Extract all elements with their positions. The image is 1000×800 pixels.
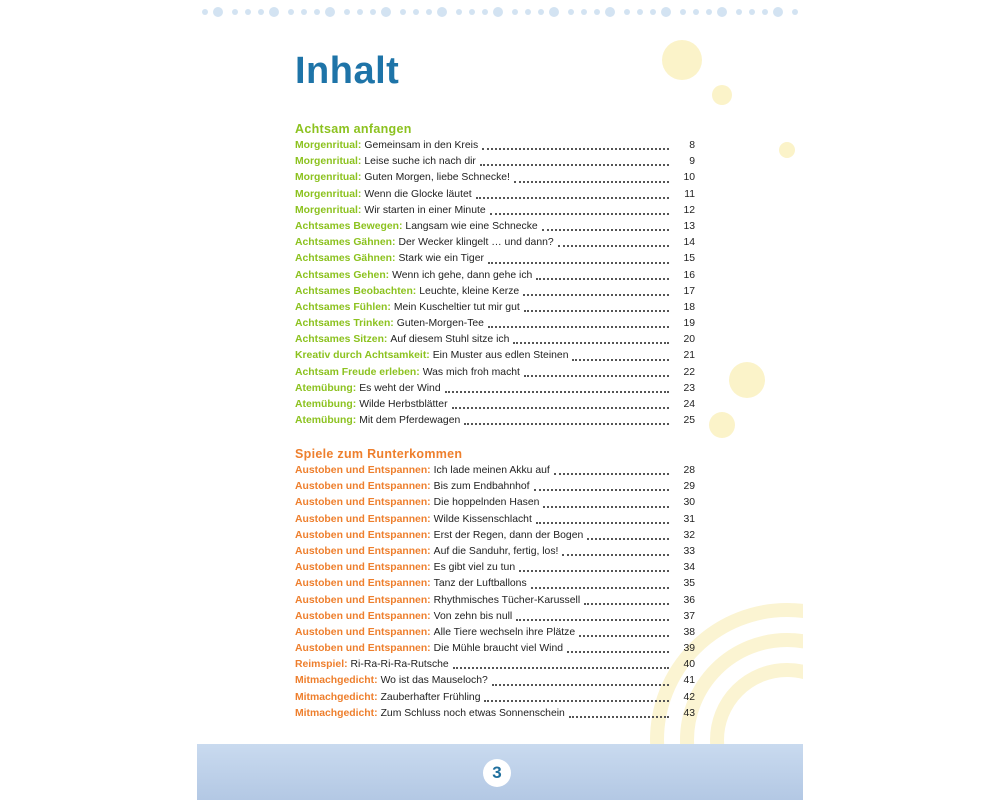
entry-label: Achtsames Fühlen:: [295, 301, 391, 313]
entry-label: Morgenritual:: [295, 156, 362, 168]
entry-title: Mein Kuscheltier tut mir gut: [393, 301, 520, 313]
toc-entry: [295, 641, 695, 657]
decorative-dot: [624, 9, 630, 15]
entry-title: Auf die Sanduhr, fertig, los!: [433, 545, 559, 557]
entry-label: Austoben und Entspannen:: [295, 513, 431, 525]
toc-entry: [295, 187, 695, 203]
entry-page-number: 11: [684, 188, 695, 200]
entry-label: Mitmachgedicht:: [295, 707, 378, 719]
dot-leader: [558, 245, 669, 247]
dot-leader: [542, 229, 669, 231]
entry-title: Leuchte, kleine Kerze: [419, 285, 520, 297]
entry-page-number: 14: [683, 237, 695, 249]
toc-entry: [295, 268, 695, 284]
dot-leader: [492, 684, 669, 686]
decorative-dot: [637, 9, 643, 15]
toc-entry: [295, 170, 695, 186]
dot-leader: [464, 423, 669, 425]
entry-title: Wenn die Glocke läutet: [364, 188, 472, 200]
decorative-dot: [370, 9, 376, 15]
toc-entry: [295, 479, 695, 495]
toc-section-achtsam-anfangen: [295, 120, 695, 429]
entry-label: Mitmachgedicht:: [295, 675, 378, 687]
entry-page-number: 30: [683, 497, 695, 509]
decorative-dot: [605, 7, 615, 17]
entry-page-number: 31: [683, 513, 695, 525]
decorative-dot: [706, 9, 712, 15]
entry-label: Austoben und Entspannen:: [295, 529, 431, 541]
entry-label: Austoben und Entspannen:: [295, 481, 431, 493]
decorative-dot: [493, 7, 503, 17]
entry-title: Wo ist das Mauseloch?: [380, 675, 488, 687]
entry-label: Austoben und Entspannen:: [295, 610, 431, 622]
entry-page-number: 13: [683, 220, 695, 232]
decorative-dot: [469, 9, 475, 15]
dot-leader: [531, 587, 669, 589]
decorative-dot-border: [197, 4, 803, 20]
entry-title: Guten-Morgen-Tee: [396, 318, 484, 330]
dot-leader: [480, 164, 669, 166]
decorative-dot: [288, 9, 294, 15]
entry-page-number: 35: [683, 578, 695, 590]
entry-title: Erst der Regen, dann der Bogen: [433, 529, 584, 541]
entry-label: Austoben und Entspannen:: [295, 545, 431, 557]
dot-leader: [536, 522, 669, 524]
decorative-dot: [717, 7, 727, 17]
decorative-dot: [437, 7, 447, 17]
toc-entry: [295, 348, 695, 364]
decorative-dot: [773, 7, 783, 17]
toc-entry: [295, 203, 695, 219]
entry-label: Atemübung:: [295, 415, 357, 427]
entry-page-number: 41: [683, 675, 695, 687]
dot-leader: [514, 181, 669, 183]
entry-label: Achtsames Gähnen:: [295, 237, 396, 249]
entry-title: Guten Morgen, liebe Schnecke!: [364, 172, 510, 184]
entry-title: Stark wie ein Tiger: [398, 253, 484, 265]
entry-label: Morgenritual:: [295, 204, 362, 216]
entry-page-number: 18: [683, 301, 695, 313]
decorative-dot: [357, 9, 363, 15]
entry-label: Achtsames Gähnen:: [295, 253, 396, 265]
decorative-dot: [202, 9, 208, 15]
decorative-dot: [594, 9, 600, 15]
entry-page-number: 21: [683, 350, 695, 362]
entry-page-number: 24: [683, 399, 695, 410]
entry-title: Die hoppelnden Hasen: [433, 497, 540, 509]
entry-page-number: 40: [683, 659, 695, 671]
entry-label: Achtsames Gehen:: [295, 269, 390, 281]
entry-title: Wilde Kissenschlacht: [433, 513, 532, 525]
entry-title: Wenn ich gehe, dann gehe ich: [392, 269, 533, 281]
toc-entry: [295, 316, 695, 332]
toc-entry: [295, 560, 695, 576]
dot-leader: [482, 148, 669, 150]
entry-page-number: 10: [683, 172, 695, 184]
entry-page-number: 43: [683, 707, 695, 719]
decorative-dot: [680, 9, 686, 15]
entry-page-number: 39: [683, 643, 695, 655]
entry-label: Atemübung:: [295, 382, 357, 394]
entry-label: Austoben und Entspannen:: [295, 578, 431, 590]
dot-leader: [476, 197, 669, 199]
page-title: Inhalt: [295, 50, 400, 92]
dot-leader: [572, 359, 669, 361]
decorative-dot: [269, 7, 279, 17]
toc-entry: [295, 528, 695, 544]
decorative-dot: [301, 9, 307, 15]
entry-label: Achtsames Beobachten:: [295, 285, 417, 297]
decorative-dot: [413, 9, 419, 15]
dot-leader: [488, 326, 669, 328]
dot-leader: [523, 294, 669, 296]
entry-page-number: 37: [683, 610, 695, 622]
entry-label: Austoben und Entspannen:: [295, 643, 431, 655]
toc-entry: [295, 235, 695, 251]
entry-page-number: 42: [683, 691, 695, 703]
decorative-dot: [549, 7, 559, 17]
decorative-dot: [736, 9, 742, 15]
toc-entry: [295, 154, 695, 170]
entry-page-number: 8: [689, 140, 695, 151]
dot-leader: [562, 554, 669, 556]
entry-label: Mitmachgedicht:: [295, 691, 378, 703]
entry-title: Wilde Herbstblätter: [359, 399, 448, 410]
entry-title: Von zehn bis null: [433, 610, 513, 622]
entry-label: Morgenritual:: [295, 188, 362, 200]
entry-label: Achtsames Trinken:: [295, 318, 394, 330]
toc-entry: [295, 284, 695, 300]
entry-title: Gemeinsam in den Kreis: [364, 140, 479, 151]
decorative-dot: [749, 9, 755, 15]
decorative-dot: [400, 9, 406, 15]
dot-leader: [488, 262, 669, 264]
entry-label: Atemübung:: [295, 399, 357, 410]
decorative-dot: [381, 7, 391, 17]
dot-leader: [445, 391, 669, 393]
entry-title: Tanz der Luftballons: [433, 578, 527, 590]
decorative-dot: [525, 9, 531, 15]
entry-page-number: 32: [683, 529, 695, 541]
toc-section-spiele-zum-runterkommen: [295, 445, 695, 722]
dot-leader: [579, 635, 669, 637]
entry-label: Austoben und Entspannen:: [295, 497, 431, 509]
toc-entry: [295, 138, 695, 154]
entry-label: Achtsames Sitzen:: [295, 334, 388, 346]
decorative-dot: [325, 7, 335, 17]
entry-page-number: 25: [683, 415, 695, 427]
dot-leader: [584, 603, 669, 605]
dot-leader: [484, 700, 669, 702]
toc-entry: [295, 609, 695, 625]
entry-label: Austoben und Entspannen:: [295, 465, 431, 476]
entry-label: Austoben und Entspannen:: [295, 594, 431, 606]
dot-leader: [516, 619, 669, 621]
decorative-dot: [512, 9, 518, 15]
decorative-dot: [693, 9, 699, 15]
toc-entry: [295, 397, 695, 413]
decorative-dot: [581, 9, 587, 15]
entry-page-number: 36: [683, 594, 695, 606]
entry-page-number: 29: [683, 481, 695, 493]
book-page: [197, 0, 803, 800]
decorative-dot: [762, 9, 768, 15]
decorative-dot: [314, 9, 320, 15]
toc-entry: [295, 576, 695, 592]
entry-page-number: 20: [683, 334, 695, 346]
entry-page-number: 33: [683, 545, 695, 557]
toc-entry: [295, 673, 695, 689]
toc-entry: [295, 300, 695, 316]
dot-leader: [536, 278, 669, 280]
entry-page-number: 17: [683, 285, 695, 297]
dot-leader: [453, 667, 669, 669]
dot-leader: [587, 538, 669, 540]
entry-title: Zauberhafter Frühling: [380, 691, 481, 703]
decorative-dot: [456, 9, 462, 15]
decorative-dot: [213, 7, 223, 17]
entry-title: Ich lade meinen Akku auf: [433, 465, 550, 476]
dot-leader: [567, 651, 669, 653]
toc-entry: [295, 381, 695, 397]
dot-leader: [524, 310, 669, 312]
entry-title: Rhythmisches Tücher-Karussell: [433, 594, 581, 606]
entry-page-number: 22: [683, 366, 695, 378]
toc-entry: [295, 495, 695, 511]
decorative-dot: [482, 9, 488, 15]
toc-entry: [295, 365, 695, 381]
entry-title: Zum Schluss noch etwas Sonnenschein: [380, 707, 565, 719]
entry-title: Der Wecker klingelt … und dann?: [398, 237, 554, 249]
entry-title: Wir starten in einer Minute: [364, 204, 486, 216]
toc-entry: [295, 413, 695, 429]
decorative-dot: [258, 9, 264, 15]
entry-title: Es weht der Wind: [359, 382, 441, 394]
entry-title: Auf diesem Stuhl sitze ich: [390, 334, 510, 346]
entry-title: Bis zum Endbahnhof: [433, 481, 530, 493]
entry-label: Morgenritual:: [295, 172, 362, 184]
entry-page-number: 23: [683, 382, 695, 394]
entry-label: Austoben und Entspannen:: [295, 562, 431, 574]
entry-page-number: 28: [683, 465, 695, 476]
toc-entry: [295, 251, 695, 267]
entry-page-number: 38: [683, 626, 695, 638]
entry-label: Achtsam Freude erleben:: [295, 366, 420, 378]
entry-page-number: 12: [683, 204, 695, 216]
dot-leader: [534, 489, 669, 491]
entry-page-number: 19: [683, 318, 695, 330]
entry-title: Langsam wie eine Schnecke: [405, 220, 538, 232]
entry-label: Reimspiel:: [295, 659, 348, 671]
entry-title: Es gibt viel zu tun: [433, 562, 516, 574]
entry-label: Achtsames Bewegen:: [295, 220, 403, 232]
entry-title: Alle Tiere wechseln ihre Plätze: [433, 626, 576, 638]
dot-leader: [513, 342, 669, 344]
decorative-dot: [232, 9, 238, 15]
toc-entry: [295, 544, 695, 560]
dot-leader: [554, 473, 669, 475]
decorative-dot: [245, 9, 251, 15]
decorative-dot: [344, 9, 350, 15]
dot-leader: [569, 716, 669, 718]
decorative-dot: [792, 9, 798, 15]
entry-title: Was mich froh macht: [422, 366, 520, 378]
toc-entry: [295, 463, 695, 479]
dot-leader: [452, 407, 669, 409]
entry-label: Kreativ durch Achtsamkeit:: [295, 350, 430, 362]
entry-label: Morgenritual:: [295, 140, 362, 151]
decorative-dot: [650, 9, 656, 15]
dot-leader: [490, 213, 669, 215]
page-number-badge: 3: [483, 759, 511, 787]
decorative-dot: [426, 9, 432, 15]
dot-leader: [519, 570, 669, 572]
dot-leader: [543, 506, 669, 508]
entry-page-number: 9: [689, 156, 695, 168]
toc-entry: [295, 690, 695, 706]
toc-entry: [295, 706, 695, 722]
entry-label: Austoben und Entspannen:: [295, 626, 431, 638]
toc-entry-list: [295, 138, 695, 429]
decorative-dot: [568, 9, 574, 15]
entry-title: Leise suche ich nach dir: [364, 156, 476, 168]
toc-entry: [295, 625, 695, 641]
toc-entry-list: [295, 463, 695, 722]
toc-entry: [295, 332, 695, 348]
toc-entry: [295, 657, 695, 673]
decorative-dot: [661, 7, 671, 17]
dot-leader: [524, 375, 669, 377]
toc-entry: [295, 593, 695, 609]
decorative-dot: [538, 9, 544, 15]
toc-entry: [295, 512, 695, 528]
entry-title: Ein Muster aus edlen Steinen: [432, 350, 569, 362]
section-heading: Achtsam anfangen: [295, 122, 412, 136]
toc-entry: [295, 219, 695, 235]
entry-page-number: 15: [683, 253, 695, 265]
entry-page-number: 16: [683, 269, 695, 281]
entry-title: Die Mühle braucht viel Wind: [433, 643, 564, 655]
entry-title: Mit dem Pferdewagen: [359, 415, 461, 427]
entry-title: Ri-Ra-Ri-Ra-Rutsche: [350, 659, 449, 671]
entry-page-number: 34: [683, 562, 695, 574]
section-heading: Spiele zum Runterkommen: [295, 447, 463, 461]
